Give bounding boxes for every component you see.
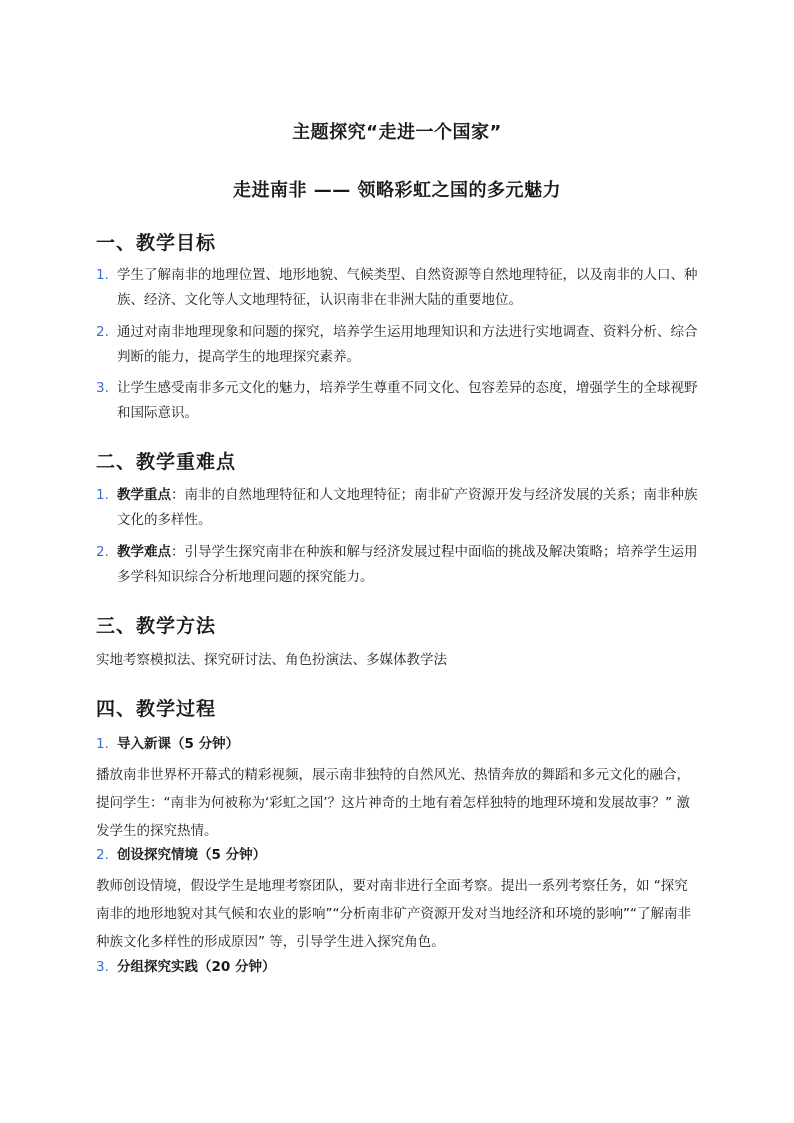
list-item (96, 483, 698, 533)
list-item (96, 320, 698, 370)
step-heading (96, 955, 698, 980)
document-title: 主题探究“走进一个国家” (292, 122, 502, 143)
list-text: 让学生感受南非多元文化的魅力，培养学生尊重不同文化、包容差异的态度，增强学生的全球视野和国际意识。 (117, 380, 698, 421)
step-number: 2. (96, 847, 109, 863)
step-text: 播放南非世界杯开幕式的精彩视频，展示南非独特的自然风光、热情奔放的舞蹈和多元文化的融合，提问学生：“南非为何被称为‘彩虹之国’？这片神奇的土地有着怎样独特的地理环境和发展故事？” 激发学生的探究热情。 (96, 767, 690, 839)
step-heading (96, 843, 698, 868)
section-heading-keypoints: 二、教学重难点 (96, 451, 237, 473)
list-item (96, 263, 698, 313)
step-text: 教师创设情境，假设学生是地理考察团队，要对南非进行全面考察。提出一系列考察任务，如 “探究南非的地形地貌对其气候和农业的影响”“分析南非矿产资源开发对当地经济和环境的影响”“了解南非种族文化多样性的形成原因” 等，引导学生进入探究角色。 (96, 878, 691, 950)
list-label: 教学难点 (117, 544, 171, 560)
section-heading-methods: 三、教学方法 (96, 615, 217, 637)
list-text: 学生了解南非的地理位置、地形地貌、气候类型、自然资源等自然地理特征，以及南非的人口、种族、经济、文化等人文地理特征，认识南非在非洲大陆的重要地位。 (117, 267, 698, 308)
step-heading (96, 732, 698, 757)
step-label: 创设探究情境（5 分钟） (117, 847, 267, 863)
list-text: ：南非的自然地理特征和人文地理特征；南非矿产资源开发与经济发展的关系；南非种族文化的多样性。 (117, 487, 698, 528)
list-number: 2. (96, 324, 109, 340)
methods-text: 实地考察模拟法、探究研讨法、角色扮演法、多媒体教学法 (96, 652, 447, 668)
section-heading-process: 四、教学过程 (96, 698, 217, 720)
list-number: 1. (96, 487, 109, 503)
list-item (96, 376, 698, 426)
list-label: 教学重点 (117, 487, 171, 503)
document-subtitle: 走进南非 —— 领略彩虹之国的多元魅力 (232, 180, 562, 201)
list-number: 2. (96, 544, 109, 560)
list-number: 3. (96, 380, 109, 396)
step-number: 1. (96, 736, 109, 752)
section-heading-goals: 一、教学目标 (96, 232, 217, 254)
step-label: 分组探究实践（20 分钟） (117, 959, 276, 975)
list-number: 1. (96, 267, 109, 283)
list-text: ：引导学生探究南非在种族和解与经济发展过程中面临的挑战及解决策略；培养学生运用多学科知识综合分析地理问题的探究能力。 (117, 544, 698, 585)
step-label: 导入新课（5 分钟） (117, 736, 240, 752)
list-item (96, 540, 698, 590)
list-text: 通过对南非地理现象和问题的探究，培养学生运用地理知识和方法进行实地调查、资料分析、综合判断的能力，提高学生的地理探究素养。 (117, 324, 698, 365)
step-number: 3. (96, 959, 109, 975)
